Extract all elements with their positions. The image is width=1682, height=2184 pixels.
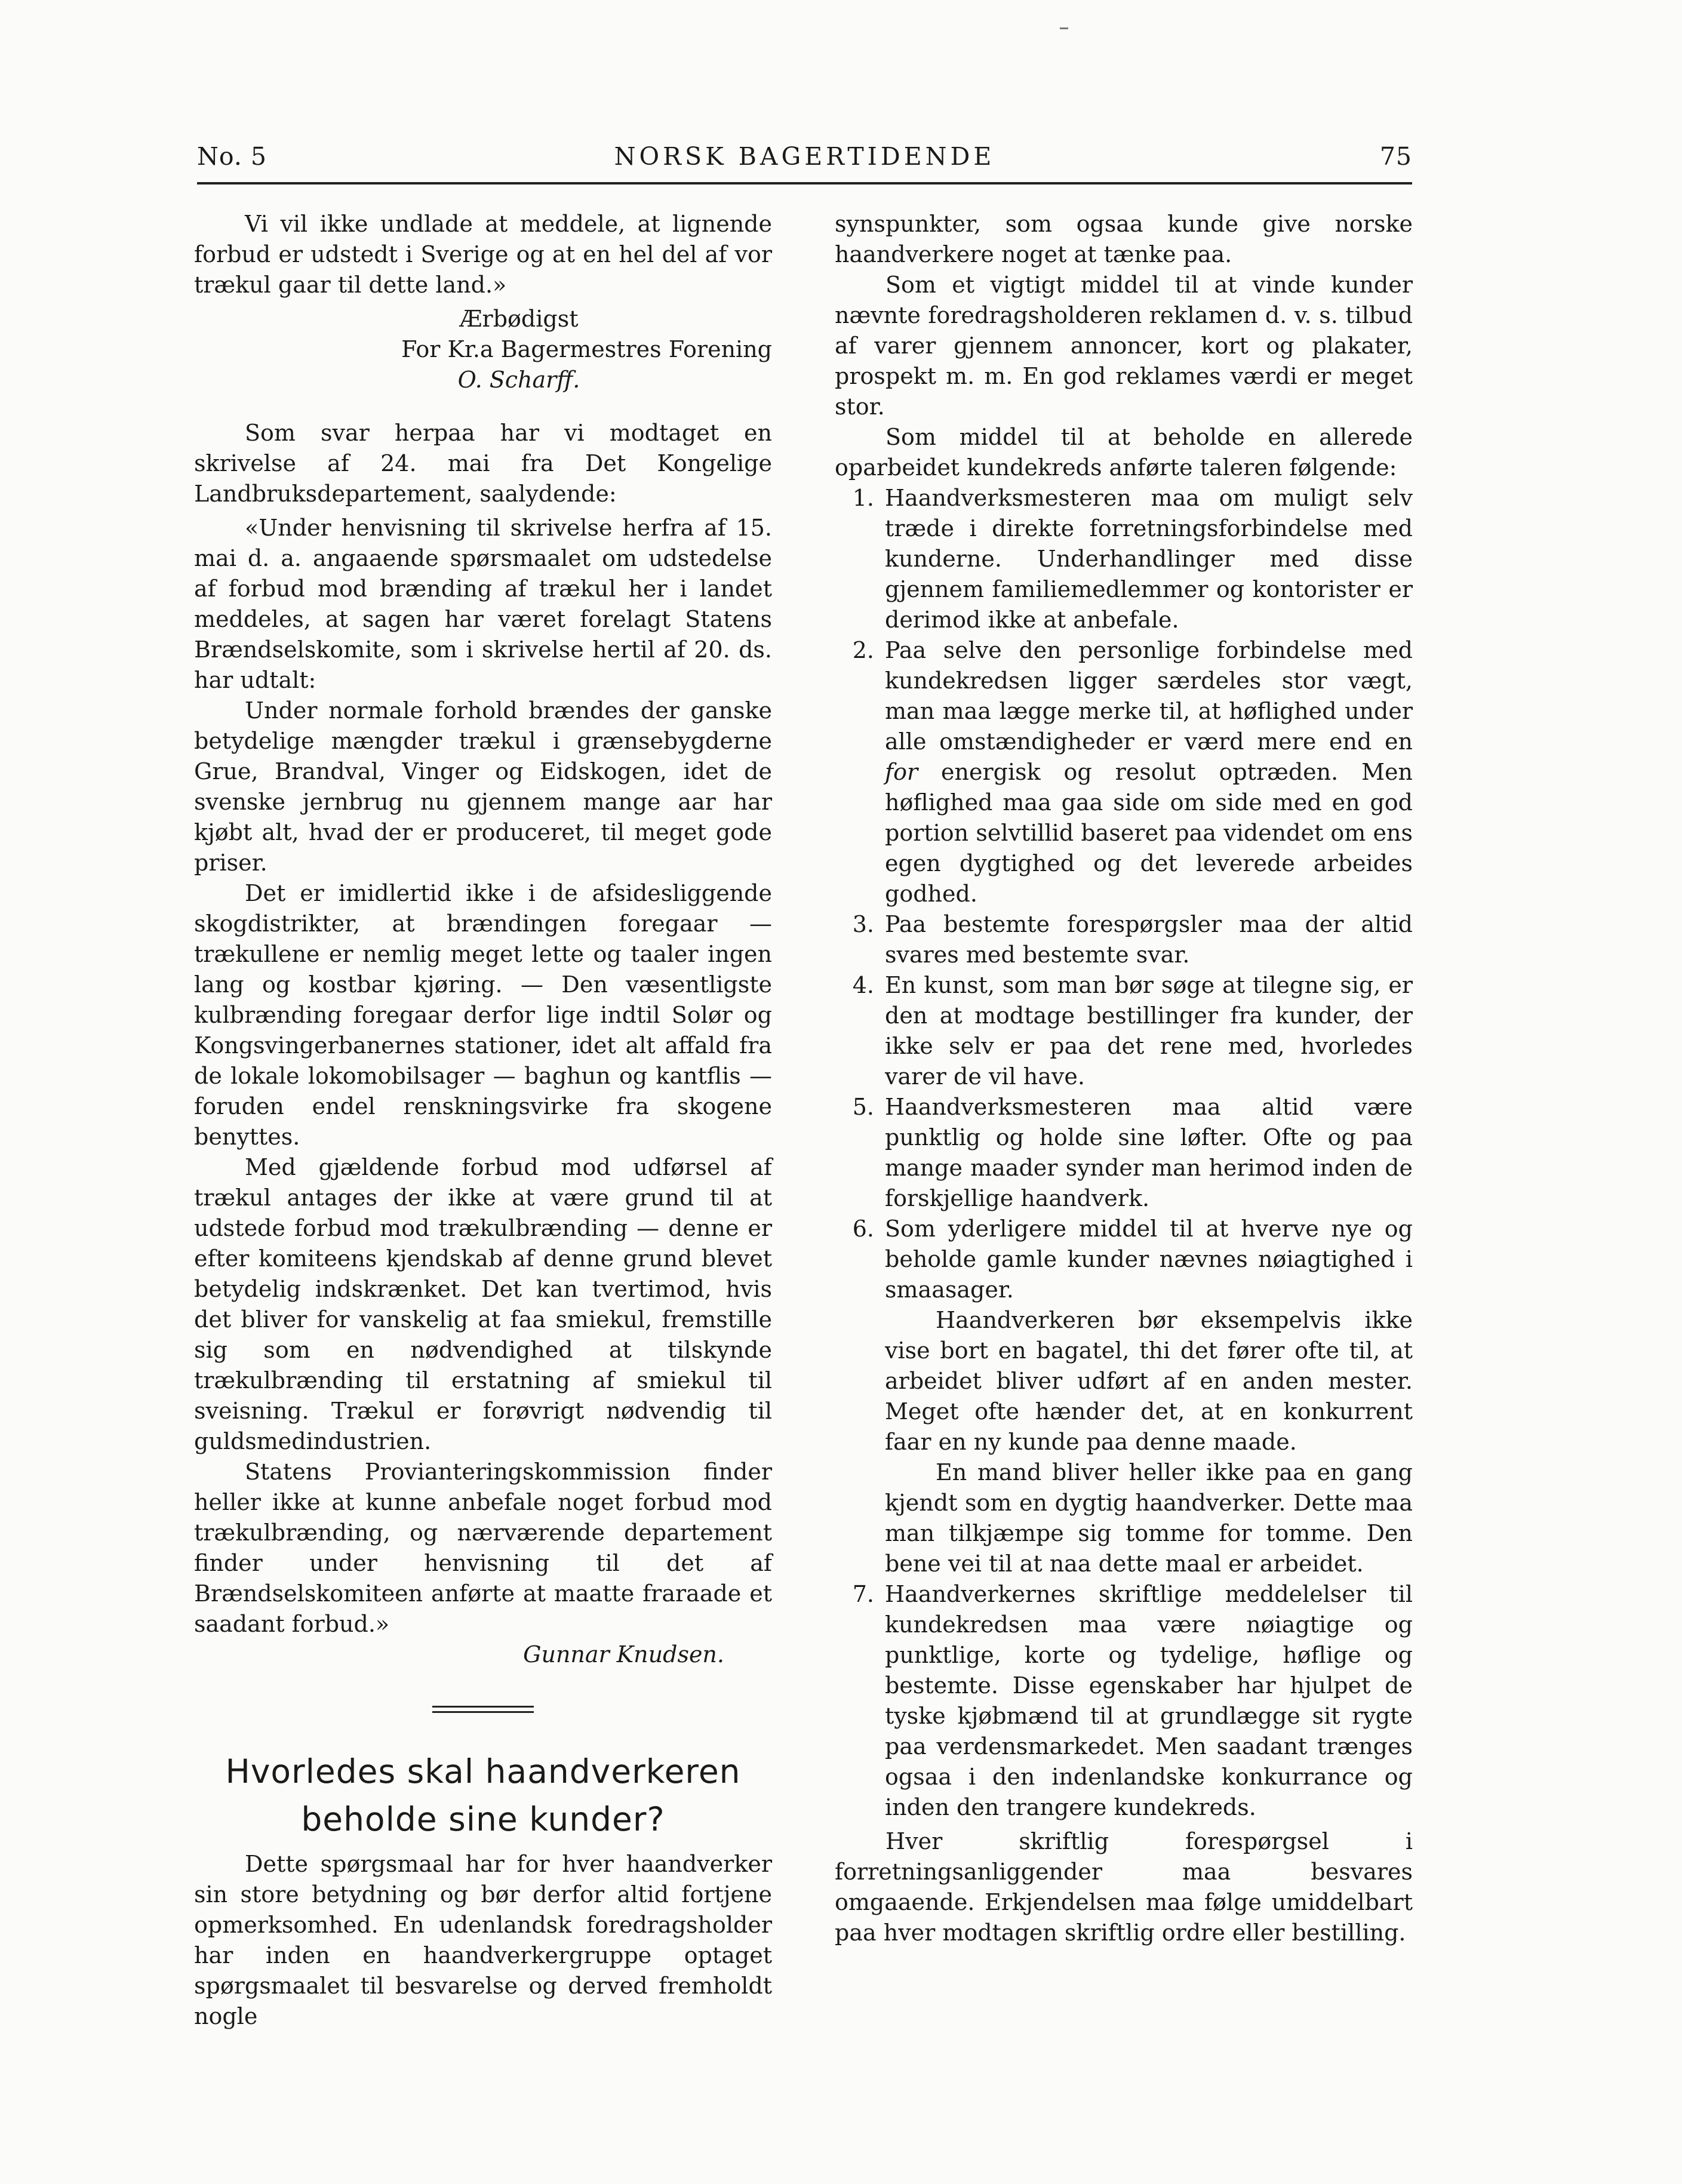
- paragraph: synspunkter, som ogsaa kunde give norske haandverkere noget at tænke paa.: [835, 211, 1413, 267]
- list-number: 1.: [852, 485, 874, 511]
- right-column: [835, 209, 1413, 1948]
- list-number: 3.: [852, 911, 874, 937]
- paragraph: Med gjældende forbud mod udførsel af trækul antages der ikke at være grund til at udstede forbud mod trækulbrænding — denne er efter komiteens kjendskab af denne grund blevet betydelig indskrænket. Det kan tvertimod, hvis det bliver for vanskelig at faa smiekul, fremstille sig som en nødvendighed at tilskynde trækulbrænding til erstatning af smiekul til sveisning. Trækul er forøvrigt nødvendig til guldsmedindustrien.: [194, 1154, 772, 1454]
- paragraph: Vi vil ikke undlade at meddele, at lignende forbud er udstedt i Sverige og at en hel del af vor trækul gaar til dette land.»: [194, 211, 772, 298]
- emphasis: for: [885, 759, 918, 785]
- closing-organization: For Kr.a Bagermestres Forening: [401, 336, 772, 362]
- page-header: [197, 142, 1412, 178]
- paragraph: Under normale forhold brændes der ganske betydelige mængder trækul i grænsebygderne Grue, Brandval, Vinger og Eidskogen, idet de svenske jernbrug nu gjennem mange aar har kjøbt alt, hvad der er produceret, til meget gode priser.: [194, 697, 772, 876]
- paragraph: Som et vigtigt middel til at vinde kunder nævnte foredragsholderen reklamen d. v. s. tilbud af varer gjennem annoncer, kort og plakater, prospekt m. m. En god reklames værdi er meget stor.: [835, 272, 1413, 420]
- paragraph: Som middel til at beholde en allerede oparbeidet kundekreds anførte taleren følgende:: [835, 424, 1413, 481]
- list-number: 6.: [852, 1216, 874, 1242]
- section-divider: [432, 1706, 534, 1713]
- list-number: 4.: [852, 972, 874, 998]
- left-column: [194, 209, 772, 2032]
- header-rule: [197, 182, 1412, 184]
- closing-greeting: Ærbødigst: [459, 306, 579, 332]
- list-item: [835, 909, 1413, 970]
- list-item: [835, 483, 1413, 635]
- paragraph: Dette spørgsmaal har for hver haandverker sin store betydning og bør derfor altid fortjene opmerksomhed. En udenlandsk foredragsholder har inden en haandverkergruppe optaget spørgsmaalet til besvarelse og derved fremholdt nogle: [194, 1851, 772, 2029]
- paragraph: Som svar herpaa har vi modtaget en skrivelse af 24. mai fra Det Kongelige Landbruksdepartement, saalydende:: [194, 420, 772, 507]
- scan-mark: [1060, 27, 1068, 29]
- paragraph: Statens Provianteringskommission finder heller ikke at kunne anbefale noget forbud mod trækulbrænding, og nærværende departement finder under henvisning til det af Brændselskomiteen anførte at maatte fraraade et saadant forbud.»: [194, 1459, 772, 1637]
- list-item: [835, 1214, 1413, 1579]
- list-subparagraph: Haandverkeren bør eksempelvis ikke vise bort en bagatel, thi det fører ofte til, at arbeidet bliver udført af en anden mester. Meget ofte hænder det, at en konkurrent faar en ny kunde paa denne maade.: [885, 1307, 1413, 1455]
- issue-number: No. 5: [197, 142, 267, 171]
- list-text-part: energisk og resolut optræden. Men høflighed maa gaa side om side med en god portion selvtillid baseret paa videndet om ens egen dygtighed og det leverede arbeides godhed.: [885, 759, 1413, 907]
- list-item: [835, 635, 1413, 909]
- list-subparagraph: En mand bliver heller ikke paa en gang kjendt som en dygtig haandverker. Dette maa man tilkjæmpe sig tomme for tomme. Den bene vei til at naa dette maal er arbeidet.: [885, 1459, 1413, 1577]
- list-text: Som yderligere middel til at hverve nye og beholde gamle kunder nævnes nøiagtighed i smaasager.: [885, 1216, 1413, 1303]
- list-text-part: Paa selve den personlige forbindelse med kundekredsen ligger særdeles stor vægt, man maa lægge merke til, at høflighed under alle omstændigheder er værd mere end en: [885, 637, 1413, 755]
- list-item: [835, 970, 1413, 1092]
- list-text: Paa bestemte forespørgsler maa der altid svares med bestemte svar.: [885, 911, 1413, 968]
- list-text: Haandverksmesteren maa altid være punktlig og holde sine løfter. Ofte og paa mange maader synder man herimod inden de forskjellige haandverk.: [885, 1094, 1413, 1211]
- page-number: 75: [1379, 142, 1412, 171]
- list-text: En kunst, som man bør søge at tilegne sig, er den at modtage bestillinger fra kunder, der ikke selv er paa det rene med, hvorledes varer de vil have.: [885, 972, 1413, 1090]
- list-number: 7.: [852, 1581, 874, 1607]
- signature: O. Scharff.: [457, 367, 580, 393]
- article-title: Hvorledes skal haandverkeren beholde sine kunder?: [225, 1752, 741, 1838]
- publication-title: NORSK BAGERTIDENDE: [614, 142, 995, 171]
- signature: Gunnar Knudsen.: [523, 1641, 724, 1668]
- paragraph: «Under henvisning til skrivelse herfra af 15. mai d. a. angaaende spørsmaalet om udstedelse af forbud mod brænding af trækul her i landet meddeles, at sagen har været forelagt Statens Brændselskomite, som i skrivelse hertil af 20. ds. har udtalt:: [194, 515, 772, 693]
- paragraph: Hver skriftlig forespørgsel i forretningsanliggender maa besvares omgaaende. Erkjendelsen maa følge umiddelbart paa hver modtagen skriftlig ordre eller bestilling.: [835, 1828, 1413, 1946]
- list-text: Haandverksmesteren maa om muligt selv træde i direkte forretningsforbindelse med kunderne. Underhandlinger med disse gjennem familiemedlemmer og kontorister er derimod ikke at anbefale.: [885, 485, 1413, 633]
- list-item: [835, 1092, 1413, 1214]
- list-item: [835, 1579, 1413, 1823]
- list-number: 2.: [852, 637, 874, 663]
- list-text: [885, 635, 1413, 909]
- list-text: Haandverkernes skriftlige meddelelser til kundekredsen maa være nøiagtige og punktlige, korte og tydelige, høflige og bestemte. Disse egenskaber har hjulpet de tyske kjøbmænd til at grundlægge sit rygte paa verdensmarkedet. Men saadant trænges ogsaa i den indenlandske konkurrance og inden den trangere kundekreds.: [885, 1581, 1413, 1820]
- paragraph: Det er imidlertid ikke i de afsidesliggende skogdistrikter, at brændingen foregaar — trækullene er nemlig meget lette og taaler ingen lang og kostbar kjøring. — Den væsentligste kulbrænding foregaar derfor lige indtil Solør og Kongsvingerbanernes stationer, idet alt affald fra de lokale lokomobilsager — baghun og kantflis — foruden endel renskningsvirke fra skogene benyttes.: [194, 880, 772, 1150]
- list-number: 5.: [852, 1094, 874, 1120]
